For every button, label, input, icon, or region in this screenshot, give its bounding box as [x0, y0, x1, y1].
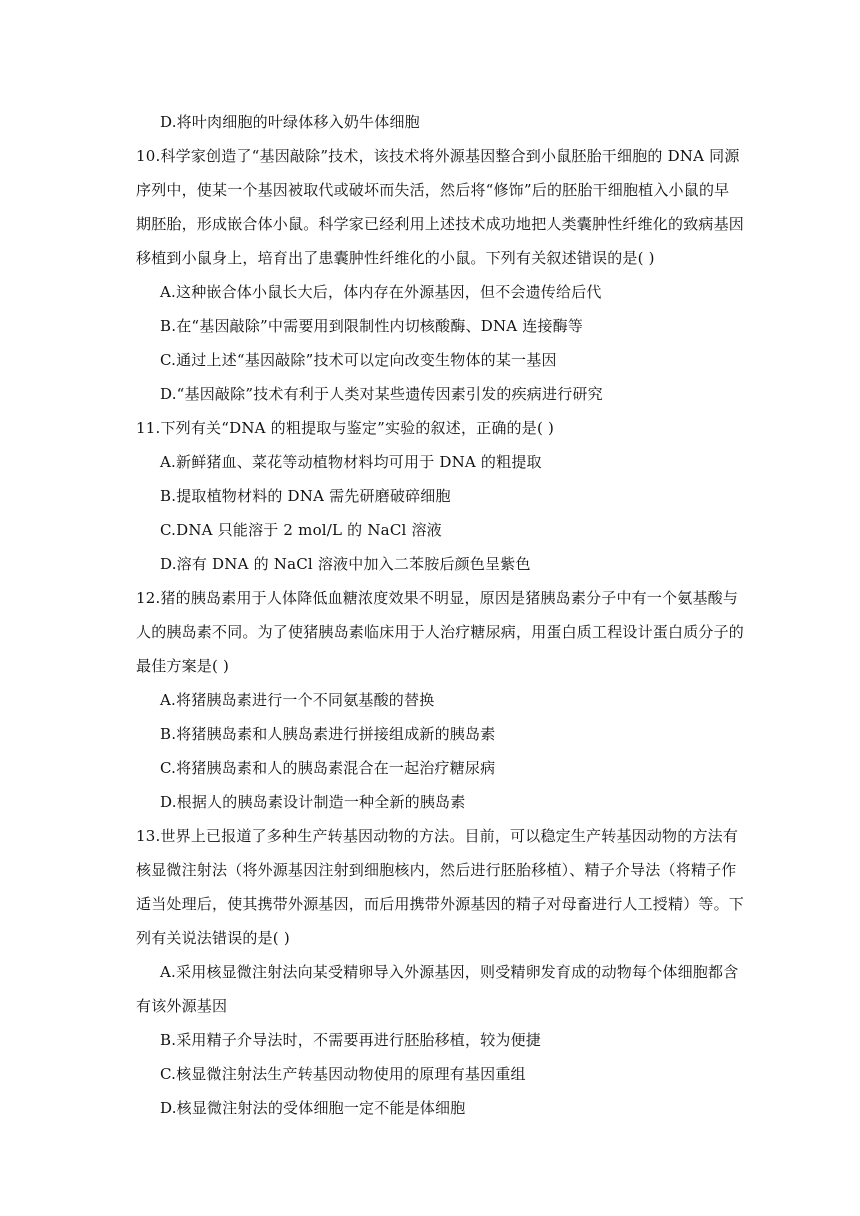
q13-option-c: C.核显微注射法生产转基因动物使用的原理有基因重组	[160, 1065, 526, 1083]
q12-option-d: D.根据人的胰岛素设计制造一种全新的胰岛素	[160, 793, 466, 811]
q12-option-c: C.将猪胰岛素和人的胰岛素混合在一起治疗糖尿病	[160, 759, 496, 777]
q10-option-d: D.“基因敲除”技术有利于人类对某些遗传因素引发的疾病进行研究	[160, 385, 603, 403]
q12-stem-line-2: 人的胰岛素不同。为了使猪胰岛素临床用于人治疗糖尿病，用蛋白质工程设计蛋白质分子的	[136, 623, 745, 641]
q10-stem-line-1: 10.科学家创造了“基因敲除”技术，该技术将外源基因整合到小鼠胚胎干细胞的 DNA 同源	[136, 147, 740, 165]
q10-stem-line-4: 移植到小鼠身上，培育出了患囊肿性纤维化的小鼠。下列有关叙述错误的是( )	[136, 249, 655, 267]
q13-option-d: D.核显微注射法的受体细胞一定不能是体细胞	[160, 1099, 466, 1117]
q11-stem-line-1: 11.下列有关“DNA 的粗提取与鉴定”实验的叙述，正确的是( )	[136, 419, 555, 437]
q13-stem-line-2: 核显微注射法（将外源基因注射到细胞核内，然后进行胚胎移植）、精子介导法（将精子作	[136, 861, 737, 879]
q12-stem-line-1: 12.猪的胰岛素用于人体降低血糖浓度效果不明显，原因是猪胰岛素分子中有一个氨基酸与	[136, 589, 739, 607]
q11-option-b: B.提取植物材料的 DNA 需先研磨破碎细胞	[160, 487, 451, 505]
q10-option-c: C.通过上述“基因敲除”技术可以定向改变生物体的某一基因	[160, 351, 557, 369]
q12-stem-line-3: 最佳方案是( )	[136, 657, 230, 675]
q12-option-a: A.将猪胰岛素进行一个不同氨基酸的替换	[160, 691, 435, 709]
q10-option-b: B.在“基因敲除”中需要用到限制性内切核酸酶、DNA 连接酶等	[160, 317, 584, 335]
q12-option-b: B.将猪胰岛素和人胰岛素进行拼接组成新的胰岛素	[160, 725, 496, 743]
q13-stem-line-4: 列有关说法错误的是( )	[136, 929, 290, 947]
q10-stem-line-2: 序列中，使某一个基因被取代或破坏而失活，然后将“修饰”后的胚胎干细胞植入小鼠的早	[136, 181, 730, 199]
q10-stem-line-3: 期胚胎，形成嵌合体小鼠。科学家已经利用上述技术成功地把人类囊肿性纤维化的致病基因	[136, 215, 745, 233]
q9-option-d: D.将叶肉细胞的叶绿体移入奶牛体细胞	[160, 113, 420, 131]
q13-option-b: B.采用精子介导法时，不需要再进行胚胎移植，较为便捷	[160, 1031, 541, 1049]
q11-option-a: A.新鲜猪血、菜花等动植物材料均可用于 DNA 的粗提取	[160, 453, 542, 471]
q13-option-a-line-1: A.采用核显微注射法向某受精卵导入外源基因，则受精卵发育成的动物每个体细胞都含	[160, 963, 739, 981]
q13-stem-line-1: 13.世界上已报道了多种生产转基因动物的方法。目前，可以稳定生产转基因动物的方法有	[136, 827, 739, 845]
q11-option-c: C.DNA 只能溶于 2 mol/L 的 NaCl 溶液	[160, 521, 442, 539]
q13-option-a-line-2: 有该外源基因	[136, 997, 228, 1015]
q13-stem-line-3: 适当处理后，使其携带外源基因，而后用携带外源基因的精子对母畜进行人工授精）等。下	[136, 895, 745, 913]
q10-option-a: A.这种嵌合体小鼠长大后，体内存在外源基因，但不会遗传给后代	[160, 283, 602, 301]
q11-option-d: D.溶有 DNA 的 NaCl 溶液中加入二苯胺后颜色呈紫色	[160, 555, 531, 573]
